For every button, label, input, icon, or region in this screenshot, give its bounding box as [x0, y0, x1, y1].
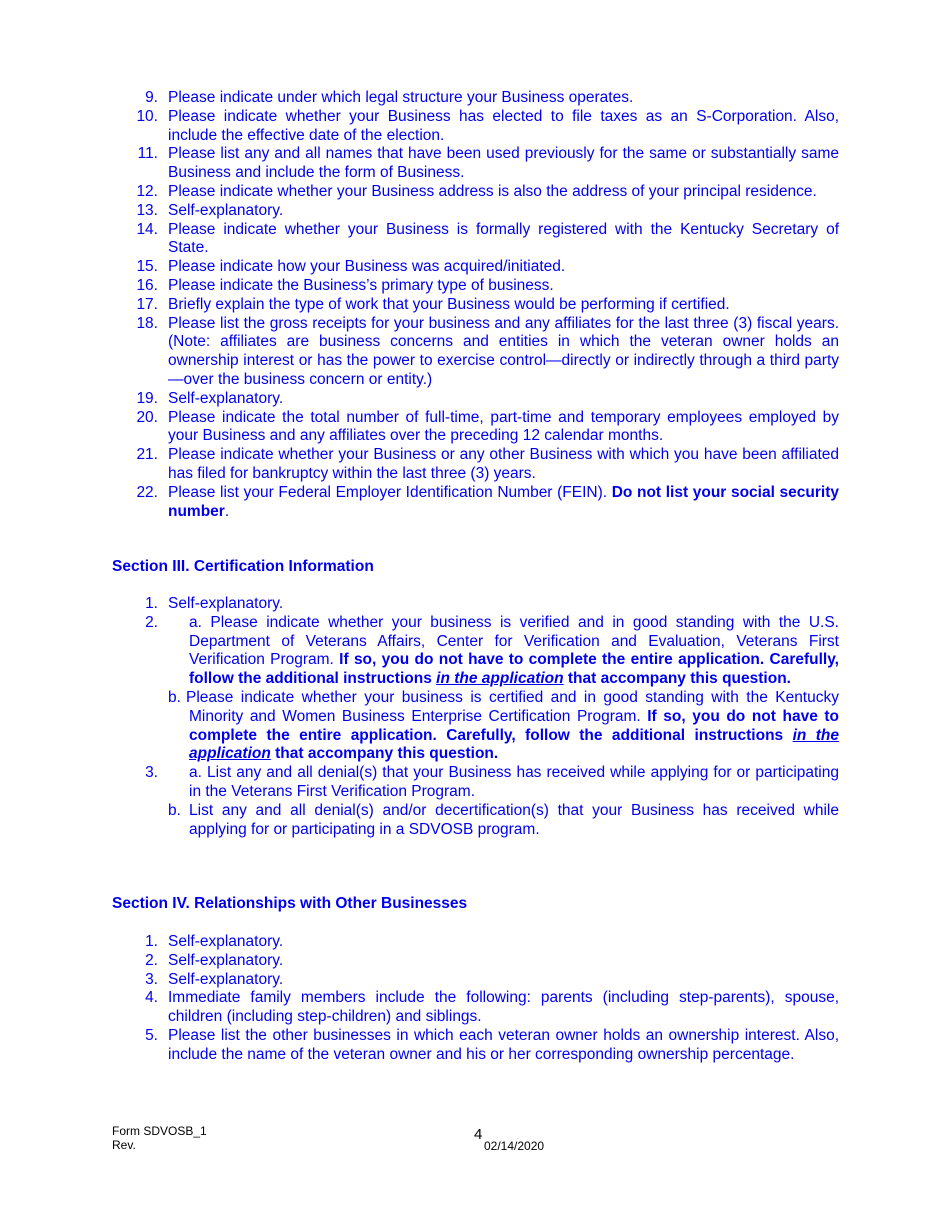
list-item: 15. Please indicate how your Business was acquired/initiated.	[136, 258, 566, 276]
list-item: 16. Please indicate the Business’s primary type of business.	[136, 276, 554, 294]
list-item: 18. Please list the gross receipts for your business and any affiliates for the last three (3) fiscal years. (Note: affiliates are business concerns and entities in which the veteran owner holds an ownership interest or has the power to exercise control—directly or indirectly through a third party—over the business concern or entity.)	[136, 314, 839, 388]
section4-list	[0, 933, 950, 1065]
list-item: 13. Self-explanatory.	[136, 201, 284, 219]
section3-heading: Section III. Certification Information	[112, 558, 374, 575]
list-item: 10. Please indicate whether your Business has elected to file taxes as an S-Corporation. Also, include the effective date of the election.	[136, 107, 839, 144]
list-item: 11. Please list any and all names that have been used previously for the same or substantially same Business and include the form of Business.	[137, 145, 839, 182]
section4-heading: Section IV. Relationships with Other Businesses	[112, 895, 468, 912]
list-item-denials: 3. a. List any and all denial(s) that your Business has received while applying for or participating in the Veterans First Verification Program.	[145, 764, 839, 800]
list-item: 19. Self-explanatory.	[136, 389, 284, 407]
list-item: 2. Self-explanatory.	[145, 951, 284, 969]
list-item-fein: 22. Please list your Federal Employer Identification Number (FEIN). Do not list your social security number.	[136, 483, 839, 520]
list-item: 3. Self-explanatory.	[145, 970, 284, 988]
list-subitem: b. List any and all denial(s) and/or decertification(s) that your Business has received while applying for or participating in a SDVOSB program.	[168, 801, 839, 838]
list-item: 1. Self-explanatory.	[145, 933, 284, 950]
list-subitem: b. Please indicate whether your business is certified and in good standing with the Kentucky Minority and Women Business Enterprise Certification Program. If so, you do not have to complete the entire application. Carefully, follow the additional instructions in the application that accompany this question.	[168, 688, 839, 763]
list-item: 14. Please indicate whether your Business is formally registered with the Kentucky Secretary of State.	[136, 220, 839, 257]
list-item: 21. Please indicate whether your Business or any other Business with which you have been affiliated has filed for bankruptcy within the last three (3) years.	[136, 446, 839, 482]
page-number: 4	[474, 1126, 483, 1143]
form-id: Form SDVOSB_1 Rev.	[112, 1124, 207, 1152]
list-item: 12. Please indicate whether your Business address is also the address of your principal residence.	[136, 182, 817, 200]
list-item: 4. Immediate family members include the following: parents (including step-parents), spouse, children (including step-children) and siblings.	[145, 989, 839, 1026]
list-item: 9. Please indicate under which legal structure your Business operates.	[145, 89, 634, 106]
list-item: 1. Self-explanatory.	[145, 595, 284, 612]
list-item-verification: 2. a. Please indicate whether your business is verified and in good standing with the U.S. Department of Veterans Affairs, Center for Verification and Evaluation, Veterans First Verification Program. If so, you do not have to complete the entire application. Carefully, follow the additional instructions in the application that accompany this question.	[145, 613, 839, 688]
list-item: 17. Briefly explain the type of work that your Business would be performing if certified.	[136, 295, 730, 313]
section2-list	[0, 89, 950, 521]
section3-list	[0, 595, 950, 839]
list-item: 5. Please list the other businesses in which each veteran owner holds an ownership interest. Also, include the name of the veteran owner and his or her corresponding ownership percentage.	[145, 1026, 839, 1063]
revision-date: 02/14/2020	[484, 1139, 545, 1153]
list-item: 20. Please indicate the total number of full-time, part-time and temporary employees employed by your Business and any affiliates over the preceding 12 calendar months.	[136, 408, 839, 445]
